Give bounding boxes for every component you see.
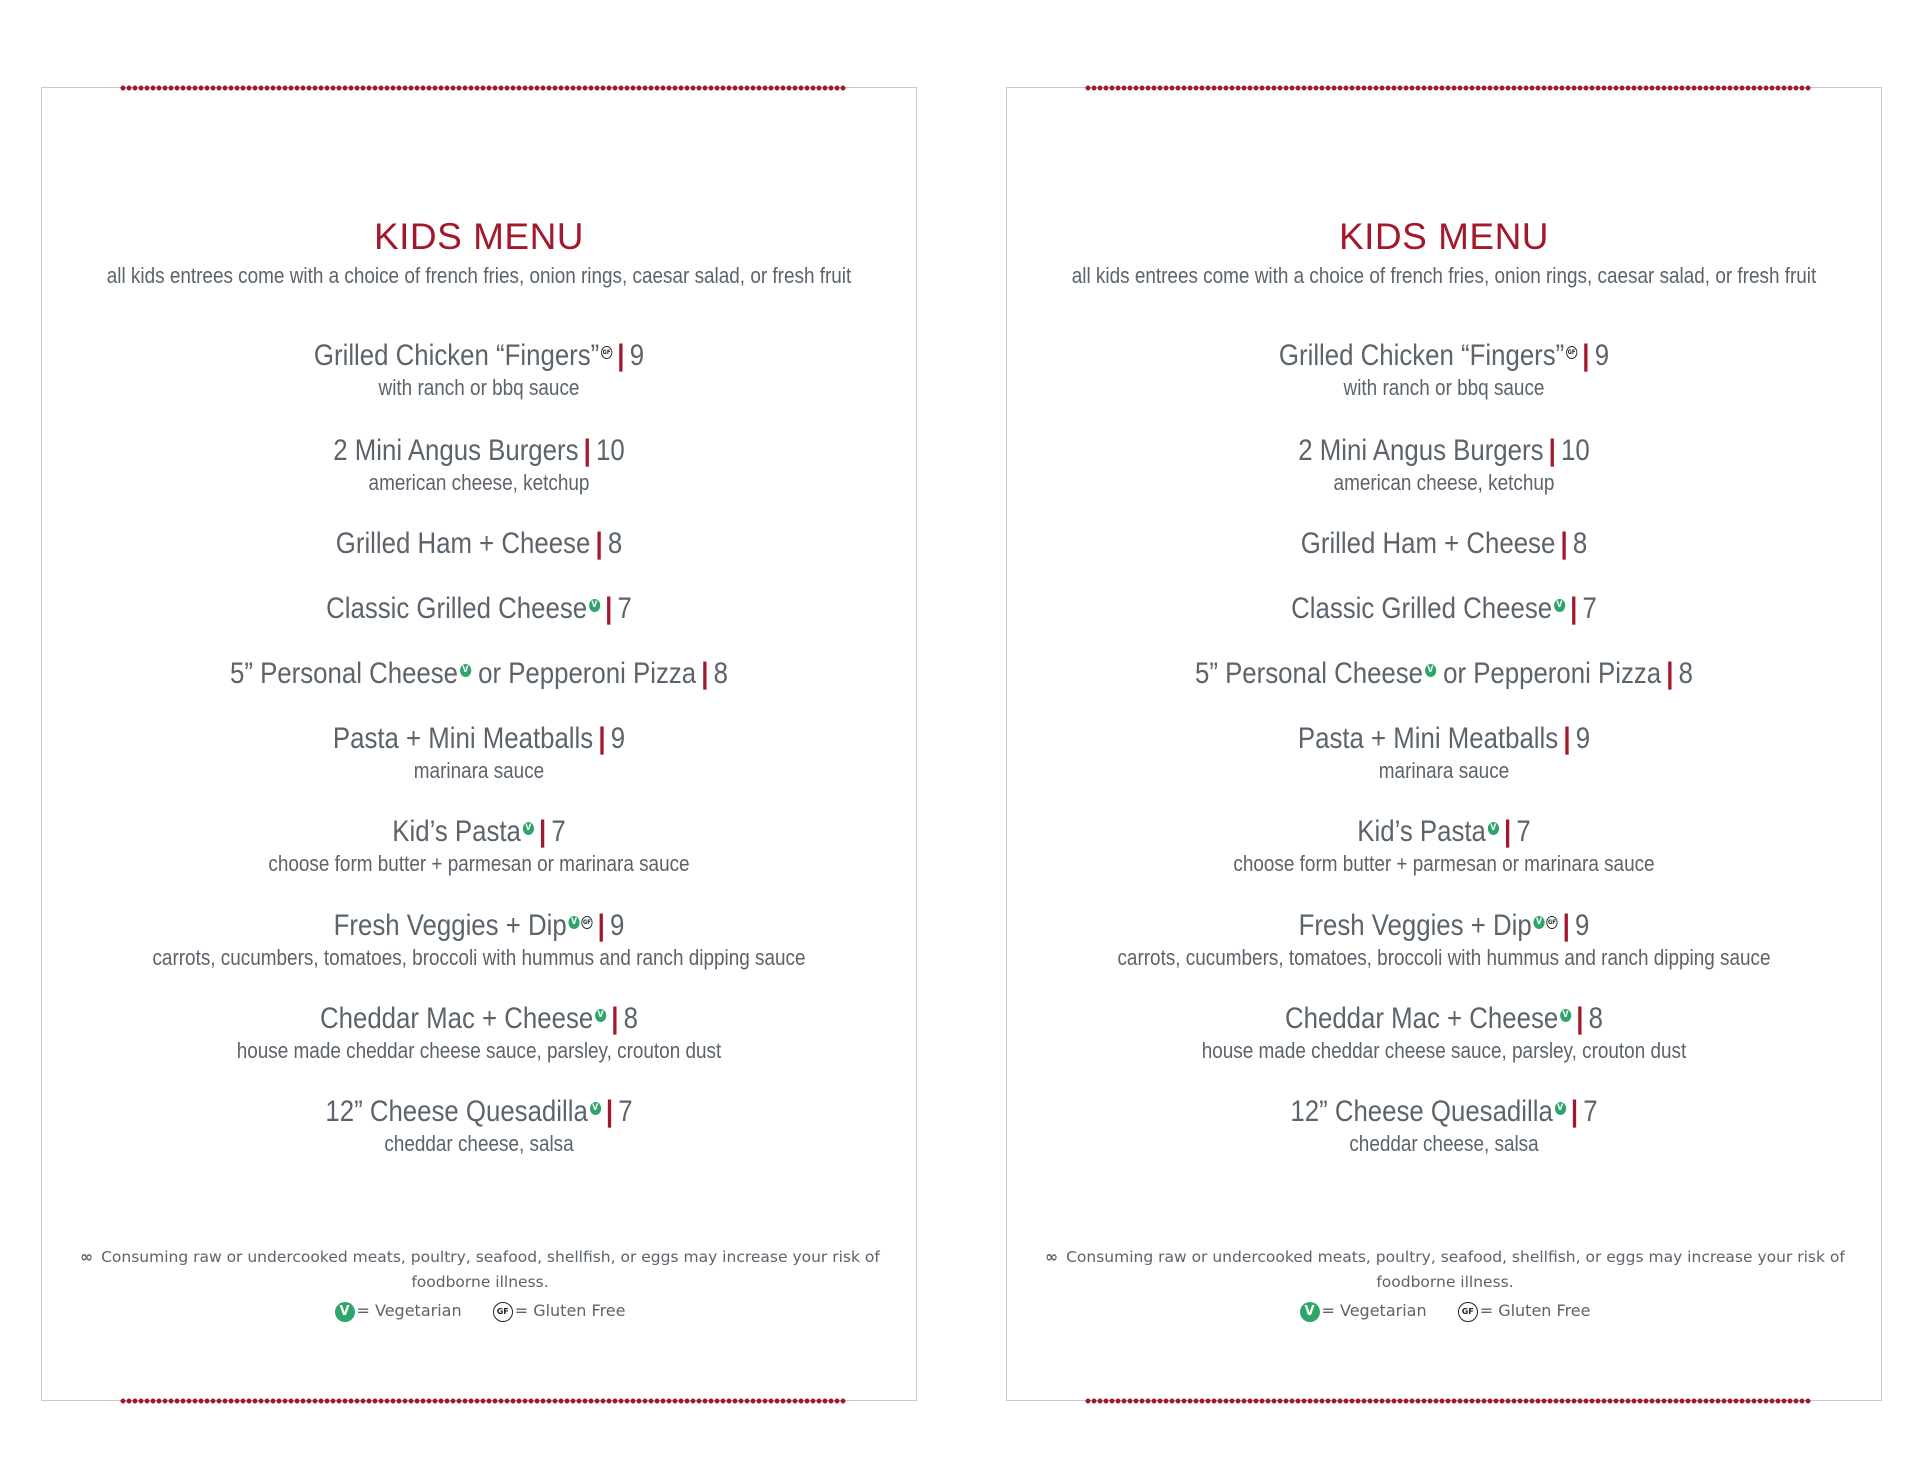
menu-item-heading — [1068, 1094, 1820, 1130]
price-separator: | — [617, 339, 625, 372]
menu-item-name: Classic Grilled Cheese — [1291, 592, 1553, 625]
vegetarian-icon: V — [568, 916, 579, 929]
menu-item-heading — [103, 721, 855, 757]
menu-item-name: 5” Personal Cheese — [1194, 657, 1424, 690]
menu-item-heading — [1068, 433, 1820, 469]
menu-item-heading — [103, 656, 855, 692]
menu-item-heading — [1068, 526, 1820, 562]
menu-item-heading — [103, 1094, 855, 1130]
menu-item-heading — [103, 338, 855, 374]
menu-item-name: Pasta + Mini Meatballs — [1297, 722, 1559, 755]
vegetarian-icon: V — [1555, 1102, 1566, 1115]
menu-item-name: 2 Mini Angus Burgers — [333, 434, 579, 467]
menu-item — [42, 591, 916, 627]
menu-item-price: 9 — [1594, 339, 1610, 372]
disclaimer-line-2: foodborne illness. — [1376, 1273, 1514, 1291]
gluten-free-icon: GF — [1566, 346, 1577, 359]
menu-item-name: Cheddar Mac + Cheese — [1284, 1002, 1559, 1035]
price-separator: | — [1666, 657, 1674, 690]
menu-item-heading — [1068, 656, 1820, 692]
vegetarian-icon: V — [460, 664, 471, 677]
menu-item-heading — [1068, 814, 1820, 850]
price-separator: | — [1548, 434, 1556, 467]
menu-item-name: 2 Mini Angus Burgers — [1298, 434, 1544, 467]
menu-item-name: 5” Personal Cheese — [229, 657, 459, 690]
vegetarian-icon: V — [1488, 822, 1499, 835]
legend-gluten-free-label: = Gluten Free — [514, 1301, 626, 1320]
menu-item-heading — [1068, 338, 1820, 374]
menu-item — [1007, 526, 1881, 562]
legend-gluten-free — [491, 1301, 626, 1322]
menu-item-description: cheddar cheese, salsa — [1349, 1131, 1539, 1156]
menu-item-price: 8 — [1678, 657, 1693, 690]
menu-item-heading — [103, 1001, 855, 1037]
legend — [1007, 1301, 1881, 1322]
menu-item — [1007, 721, 1881, 785]
menu-item-price: 8 — [713, 657, 728, 690]
menu-title: KIDS MENU — [373, 216, 585, 257]
vegetarian-icon: V — [1425, 664, 1436, 677]
menu-item-name-continued: or Pepperoni Pizza — [478, 657, 697, 690]
price-separator: | — [605, 592, 613, 625]
menu-item-price: 9 — [629, 339, 645, 372]
menu-item-name: Fresh Veggies + Dip — [1298, 909, 1532, 942]
menu-subtitle: all kids entrees come with a choice of french fries, onion rings, caesar salad, or fresh fruit — [1071, 263, 1817, 288]
disclaimer — [1027, 1245, 1863, 1295]
menu-item-heading — [103, 591, 855, 627]
vegetarian-icon: V — [1560, 1009, 1571, 1022]
price-separator: | — [538, 815, 547, 848]
menu-item — [1007, 433, 1881, 497]
legend-gluten-free — [1456, 1301, 1591, 1322]
menu-item-name: Grilled Chicken “Fingers” — [1278, 339, 1565, 372]
menu-item-name-continued: or Pepperoni Pizza — [1443, 657, 1662, 690]
gluten-free-icon: GF — [1546, 916, 1557, 929]
menu-title: KIDS MENU — [1338, 216, 1550, 257]
gluten-free-icon: GF — [1458, 1302, 1478, 1322]
infinity-icon: ∞ — [1045, 1248, 1059, 1266]
vegetarian-icon: V — [590, 1102, 601, 1115]
gluten-free-icon: GF — [493, 1302, 513, 1322]
menu-item-heading — [103, 433, 855, 469]
menu-item — [42, 433, 916, 497]
menu-item-name: 12” Cheese Quesadilla — [1290, 1095, 1553, 1128]
price-separator: | — [583, 434, 591, 467]
menu-item-price: 9 — [1575, 722, 1591, 755]
vegetarian-icon: V — [589, 599, 600, 612]
vegetarian-icon: V — [523, 822, 534, 835]
infinity-icon: ∞ — [80, 1248, 94, 1266]
menu-item — [1007, 591, 1881, 627]
menu-item-name: 12” Cheese Quesadilla — [325, 1095, 588, 1128]
legend-vegetarian-label: = Vegetarian — [1321, 1301, 1427, 1320]
menu-item — [1007, 814, 1881, 878]
menu-item — [42, 908, 916, 972]
legend-vegetarian-label: = Vegetarian — [356, 1301, 462, 1320]
menu-item — [42, 721, 916, 785]
dotted-border-bottom — [120, 1398, 846, 1404]
menu-item-description: carrots, cucumbers, tomatoes, broccoli with hummus and ranch dipping sauce — [1117, 945, 1771, 970]
disclaimer-line-2: foodborne illness. — [411, 1273, 549, 1291]
legend-vegetarian — [1298, 1301, 1427, 1322]
menu-item — [42, 656, 916, 692]
menu-item-heading — [103, 908, 855, 944]
menu-item-price: 10 — [596, 434, 625, 467]
vegetarian-icon: V — [1554, 599, 1565, 612]
menu-item-description: with ranch or bbq sauce — [1343, 375, 1545, 400]
menu-item — [42, 1001, 916, 1065]
price-separator: | — [595, 527, 603, 560]
menu-item-name: Grilled Ham + Cheese — [335, 527, 591, 560]
menu-item-name: Kid’s Pasta — [1357, 815, 1486, 848]
disclaimer-line-1: Consuming raw or undercooked meats, poultry, seafood, shellfish, or eggs may increase your risk of — [1066, 1248, 1845, 1266]
menu-item-heading — [1068, 908, 1820, 944]
price-separator: | — [1582, 339, 1590, 372]
menu-item-description: house made cheddar cheese sauce, parsley, crouton dust — [1201, 1038, 1687, 1063]
dotted-border-top — [1085, 85, 1811, 91]
menu-item-description: with ranch or bbq sauce — [378, 375, 580, 400]
menu-item-name: Grilled Ham + Cheese — [1300, 527, 1556, 560]
menu-item — [42, 814, 916, 878]
menu-item-description: carrots, cucumbers, tomatoes, broccoli with hummus and ranch dipping sauce — [152, 945, 806, 970]
price-separator: | — [1503, 815, 1512, 848]
menu-item-description: choose form butter + parmesan or marinara sauce — [1233, 851, 1655, 876]
menu-item-price: 9 — [610, 722, 626, 755]
menu-item-description: marinara sauce — [1378, 758, 1510, 783]
menu-item — [1007, 1094, 1881, 1158]
menu-item — [1007, 1001, 1881, 1065]
price-separator: | — [1560, 527, 1568, 560]
price-separator: | — [598, 722, 606, 755]
menu-item-price: 8 — [607, 527, 623, 560]
disclaimer-line-1: Consuming raw or undercooked meats, poultry, seafood, shellfish, or eggs may increase your risk of — [101, 1248, 880, 1266]
legend — [42, 1301, 916, 1322]
menu-item-description: marinara sauce — [413, 758, 545, 783]
menu-item-price: 7 — [617, 592, 632, 625]
menu-panel-right — [1006, 87, 1882, 1401]
menu-item-heading — [103, 814, 855, 850]
menu-item-description: american cheese, ketchup — [1333, 470, 1555, 495]
gluten-free-icon: GF — [581, 916, 592, 929]
menu-item-name: Fresh Veggies + Dip — [333, 909, 567, 942]
menu-item-price: 9 — [610, 909, 625, 942]
menu-item-description: cheddar cheese, salsa — [384, 1131, 574, 1156]
menu-item — [42, 1094, 916, 1158]
price-separator: | — [1563, 722, 1571, 755]
menu-item-price: 7 — [551, 815, 566, 848]
menu-item — [1007, 908, 1881, 972]
dotted-border-top — [120, 85, 846, 91]
menu-item-price: 10 — [1561, 434, 1590, 467]
menu-item-price: 7 — [1582, 592, 1597, 625]
menu-item-description: house made cheddar cheese sauce, parsley, crouton dust — [236, 1038, 722, 1063]
vegetarian-icon: V — [595, 1009, 606, 1022]
menu-item-price: 8 — [1588, 1002, 1604, 1035]
menu-item-name: Classic Grilled Cheese — [326, 592, 588, 625]
menu-item-price: 7 — [1516, 815, 1531, 848]
gluten-free-icon: GF — [601, 346, 612, 359]
menu-item-name: Cheddar Mac + Cheese — [319, 1002, 594, 1035]
dotted-border-bottom — [1085, 1398, 1811, 1404]
price-separator: | — [611, 1002, 619, 1035]
price-separator: | — [1576, 1002, 1584, 1035]
menu-item-name: Kid’s Pasta — [392, 815, 521, 848]
price-separator: | — [701, 657, 709, 690]
legend-gluten-free-label: = Gluten Free — [1479, 1301, 1591, 1320]
menu-item-heading — [1068, 1001, 1820, 1037]
menu-item-name: Pasta + Mini Meatballs — [332, 722, 594, 755]
menu-item-price: 8 — [1572, 527, 1588, 560]
price-separator: | — [605, 1095, 614, 1128]
menu-item — [42, 526, 916, 562]
menu-panel-left — [41, 87, 917, 1401]
vegetarian-icon: V — [335, 1302, 355, 1322]
menu-item-name: Grilled Chicken “Fingers” — [313, 339, 600, 372]
menu-item-description: american cheese, ketchup — [368, 470, 590, 495]
menu-item-price: 7 — [618, 1095, 633, 1128]
menu-item-price: 7 — [1583, 1095, 1598, 1128]
legend-vegetarian — [333, 1301, 462, 1322]
menu-item-heading — [103, 526, 855, 562]
menu-item-heading — [1068, 721, 1820, 757]
menu-item-description: choose form butter + parmesan or marinara sauce — [268, 851, 690, 876]
menu-item — [42, 338, 916, 402]
menu-item — [1007, 656, 1881, 692]
menu-item-price: 8 — [623, 1002, 639, 1035]
menu-item-heading — [1068, 591, 1820, 627]
price-separator: | — [1570, 592, 1578, 625]
price-separator: | — [597, 909, 605, 942]
vegetarian-icon: V — [1533, 916, 1544, 929]
menu-item-price: 9 — [1575, 909, 1590, 942]
disclaimer — [62, 1245, 898, 1295]
price-separator: | — [1570, 1095, 1579, 1128]
price-separator: | — [1562, 909, 1570, 942]
vegetarian-icon: V — [1300, 1302, 1320, 1322]
menu-subtitle: all kids entrees come with a choice of french fries, onion rings, caesar salad, or fresh fruit — [106, 263, 852, 288]
menu-item — [1007, 338, 1881, 402]
